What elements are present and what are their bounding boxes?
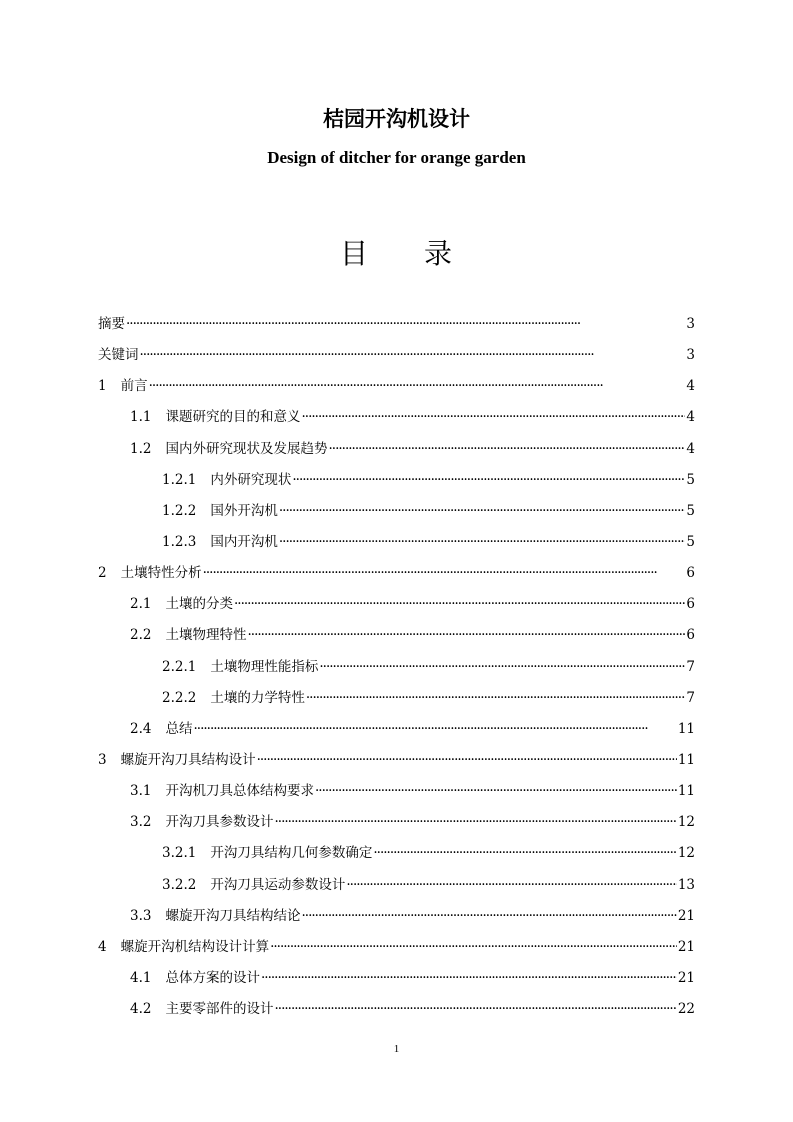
toc-entry-title: 摘要 [98,316,125,332]
toc-dot-leader [279,496,686,527]
toc-entry[interactable] [98,652,695,683]
page-number: 1 [393,1043,400,1055]
document-subtitle: Design of ditcher for orange garden [267,148,526,167]
toc-entry[interactable] [98,994,695,1025]
toc-entry-page: 12 [677,845,695,862]
toc-entry[interactable] [98,901,695,932]
toc-entry-number: 1 [98,378,107,395]
toc-entry[interactable] [98,714,695,745]
toc-entry[interactable] [98,870,695,901]
toc-entry-number: 4 [98,938,107,955]
toc-entry-title: 螺旋开沟刀具结构设计 [120,751,256,768]
toc-entry-title: 螺旋开沟机结构设计计算 [120,938,270,955]
toc-entry-title: 前言 [120,378,148,395]
toc-dot-leader [346,870,676,901]
toc-dot-leader [292,465,685,496]
toc-entry-page: 5 [686,502,695,519]
toc-dot-leader [257,745,677,776]
toc-entry-number: 1.2.1 [162,471,197,488]
toc-entry-number: 1.2.3 [162,533,197,550]
toc-entry[interactable] [98,496,695,527]
toc-entry-page: 21 [677,907,695,924]
toc-entry[interactable] [98,683,695,714]
toc-entry-page: 5 [686,471,695,488]
toc-entry-number: 3.2 [130,814,152,831]
toc-entry-page: 6 [686,627,695,644]
toc-entry[interactable] [98,527,695,558]
toc-entry-title: 国内外研究现状及发展趋势 [165,440,328,457]
toc-dot-leader [247,620,685,651]
toc-entry-number: 4.2 [130,1001,152,1018]
toc-entry-page: 7 [686,658,695,675]
toc-entry-title: 开沟刀具结构几何参数确定 [210,845,373,862]
toc-entry-title: 关键词 [98,347,139,364]
toc-entry[interactable] [98,309,695,340]
toc-entry[interactable] [98,558,695,589]
toc-dot-leader [149,371,686,402]
toc-entry-title: 土壤物理特性 [165,627,247,644]
toc-entry-page: 4 [686,409,695,426]
toc-entry-page: 6 [686,565,695,582]
toc-entry-title: 土壤特性分析 [120,565,202,582]
toc-entry-number: 2.1 [130,596,152,613]
toc-entry-number: 3.3 [130,907,152,924]
toc-dot-leader [274,994,676,1025]
document-title: 桔园开沟机设计 [323,107,470,131]
toc-entry-number: 3.2.2 [162,876,197,893]
toc-dot-leader [373,838,676,869]
toc-entry[interactable] [98,340,695,371]
toc-dot-leader [301,901,676,932]
toc-entry-title: 国外开沟机 [210,502,278,519]
toc-entry-title: 内外研究现状 [210,471,292,488]
toc-entry-number: 2.2.2 [162,689,197,706]
toc-entry-number: 1.2 [130,440,152,457]
toc-entry-title: 开沟机刀具总体结构要求 [165,783,314,800]
toc-entry-title: 主要零部件的设计 [165,1001,274,1018]
toc-entry[interactable] [98,465,695,496]
toc-entry-page: 13 [677,876,695,893]
toc-entry-number: 2.4 [130,720,152,737]
toc-entry-number: 2.2.1 [162,658,197,675]
toc-entry-title: 螺旋开沟刀具结构结论 [165,907,301,924]
toc-entry[interactable] [98,402,695,433]
toc-heading: 目录 [340,237,509,270]
toc-dot-leader [261,963,677,994]
toc-entry-page: 3 [686,347,695,364]
toc-entry-page: 6 [686,596,695,613]
toc-entry[interactable] [98,371,695,402]
toc-entry-page: 11 [677,720,695,737]
toc-entry-number: 2 [98,565,107,582]
toc-dot-leader [328,434,685,465]
toc-entry-number: 1.1 [130,409,152,426]
toc-entry-number: 2.2 [130,627,152,644]
toc-dot-leader [126,309,685,340]
toc-entry-page: 3 [686,316,695,332]
toc-entry[interactable] [98,807,695,838]
toc-entry[interactable] [98,838,695,869]
table-of-contents [98,309,695,1025]
toc-entry-number: 3.1 [130,783,152,800]
toc-entry[interactable] [98,434,695,465]
toc-entry[interactable] [98,745,695,776]
toc-entry-page: 5 [686,533,695,550]
toc-entry-page: 11 [677,751,695,768]
toc-entry-number: 3.2.1 [162,845,197,862]
toc-dot-leader [140,340,686,371]
toc-entry-title: 土壤物理性能指标 [210,658,319,675]
toc-entry-page: 4 [686,440,695,457]
toc-entry[interactable] [98,589,695,620]
toc-entry-number: 1.2.2 [162,502,197,519]
toc-dot-leader [203,558,686,589]
toc-dot-leader [319,652,685,683]
toc-entry-number: 4.1 [130,969,152,986]
toc-entry-title: 开沟刀具参数设计 [165,814,274,831]
toc-dot-leader [315,776,677,807]
toc-entry-title: 土壤的力学特性 [210,689,305,706]
toc-entry-page: 7 [686,689,695,706]
toc-entry-page: 21 [677,938,695,955]
toc-entry[interactable] [98,932,695,963]
toc-dot-leader [306,683,686,714]
toc-dot-leader [270,932,677,963]
toc-entry-page: 12 [677,814,695,831]
toc-entry-page: 4 [686,378,695,395]
toc-entry-page: 11 [677,783,695,800]
toc-entry-title: 总结 [165,720,193,737]
toc-dot-leader [301,402,685,433]
toc-dot-leader [279,527,686,558]
toc-entry-page: 22 [677,1001,695,1018]
toc-entry-number: 3 [98,751,107,768]
toc-entry-title: 国内开沟机 [210,533,278,550]
toc-entry[interactable] [98,776,695,807]
toc-dot-leader [234,589,685,620]
toc-entry-title: 开沟刀具运动参数设计 [210,876,346,893]
toc-entry[interactable] [98,963,695,994]
toc-entry-title: 土壤的分类 [165,596,233,613]
toc-dot-leader [193,714,676,745]
toc-entry[interactable] [98,620,695,651]
toc-entry-title: 课题研究的目的和意义 [165,409,301,426]
toc-dot-leader [274,807,676,838]
toc-entry-title: 总体方案的设计 [165,969,260,986]
toc-entry-page: 21 [677,969,695,986]
